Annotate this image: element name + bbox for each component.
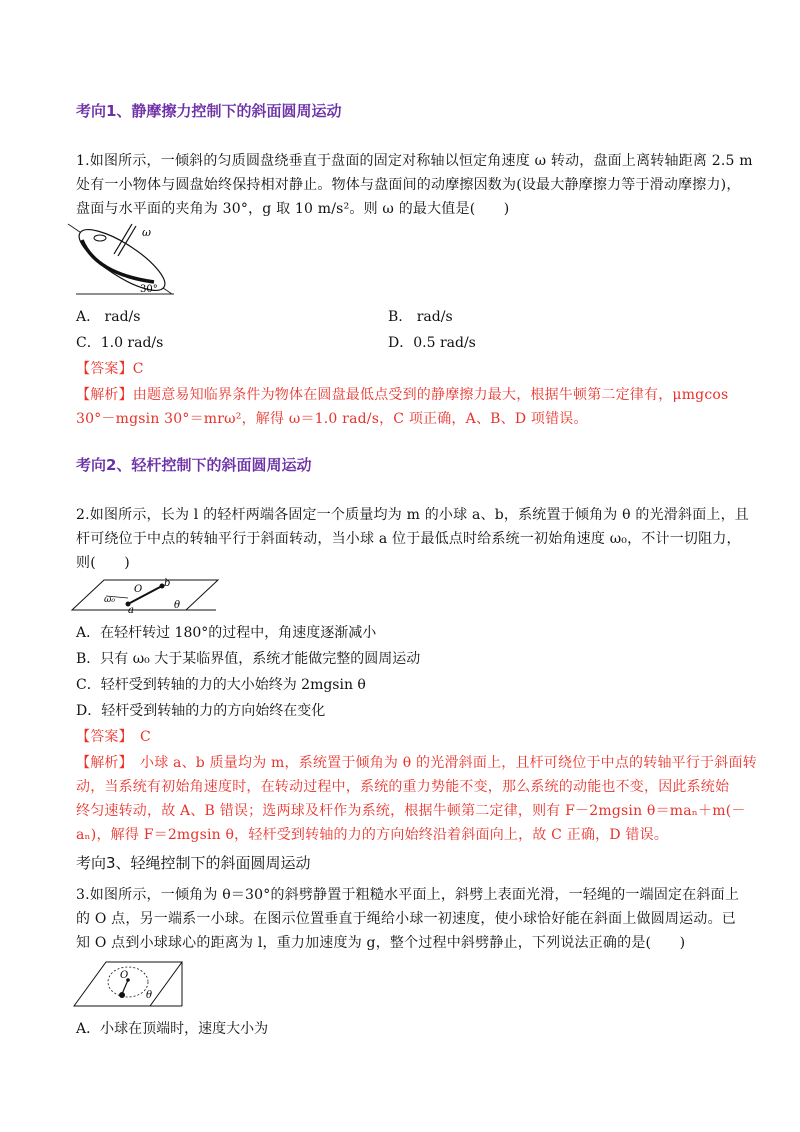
question-3-line-1: 3.如图所示，一倾角为 θ＝30°的斜劈静置于粗糙水平面上，斜劈上表面光滑，一轻绳的一端固定在斜面上 — [76, 887, 740, 903]
wedge-angle-label: θ — [146, 990, 153, 1001]
question-1-line-1: 1.如图所示，一倾斜的匀质圆盘绕垂直于盘面的固定对称轴以恒定角速度 ω 转动，盘面上离转轴距离 2.5 m — [76, 153, 753, 169]
analysis-2-line-3: 终匀速转动，故 A、B 错误；选两球及杆作为系统，根据牛顿第二定律，则有 F－2mgsin θ＝maₙ＋m(－ — [76, 803, 746, 819]
omega0-label: ω₀ — [104, 595, 115, 605]
question-3-line-3: 知 O 点到小球球心的距离为 l，重力加速度为 g，整个过程中斜劈静止，下列说法正确的是( ) — [76, 935, 686, 951]
analysis-2-line-1: 【解析】 小球 a、b 质量均为 m，系统置于倾角为 θ 的光滑斜面上，且杆可绕位于中点的转轴平行于斜面转 — [76, 755, 757, 771]
rod-center-label: O — [134, 584, 143, 595]
section-2-heading: 考向2、轻杆控制下的斜面圆周运动 — [76, 456, 312, 474]
option-1a: A. rad/s — [76, 309, 141, 325]
ball-b-label: b — [164, 578, 171, 589]
analysis-1-line-2: 30°－mgsin 30°＝mrω²，解得 ω＝1.0 rad/s，C 项正确，A、B、D 项错误。 — [76, 411, 588, 427]
answer-1: 【答案】C — [76, 361, 144, 377]
ball-a-label: a — [128, 605, 134, 616]
analysis-2-line-4: aₙ)，解得 F＝2mgsin θ，轻杆受到转轴的力的方向始终沿着斜面向上，故 C 正确，D 错误。 — [76, 827, 669, 843]
option-2a: A．在轻杆转过 180°的过程中，角速度逐渐减小 — [76, 625, 377, 641]
question-2-line-3: 则( ) — [76, 555, 130, 571]
option-2d: D．轻杆受到转轴的力的方向始终在变化 — [76, 703, 326, 719]
answer-2: 【答案】 C — [76, 729, 151, 745]
option-1b: B. rad/s — [388, 309, 453, 325]
question-1-line-2: 处有一小物体与圆盘始终保持相对静止。物体与盘面间的动摩擦因数为(设最大静摩擦力等于滑动摩擦力)， — [76, 177, 741, 193]
incline-angle-label: θ — [174, 600, 181, 611]
omega-label: ω — [142, 226, 151, 239]
option-3a: A．小球在顶端时，速度大小为 — [76, 1021, 269, 1037]
pivot-o-label: O — [120, 970, 129, 981]
angle-label: 30° — [140, 284, 158, 295]
analysis-1-line-1: 【解析】由题意易知临界条件为物体在圆盘最低点受到的静摩擦力最大，根据牛顿第二定律有，μmgcos — [76, 387, 729, 403]
analysis-2-line-2: 动，当系统有初始角速度时，在转动过程中，系统的重力势能不变，那么系统的动能也不变，因此系统始 — [76, 779, 730, 795]
rope-incline-figure — [72, 958, 184, 1010]
option-2c: C．轻杆受到转轴的力的大小始终为 2mgsin θ — [76, 677, 366, 693]
section-3-heading: 考向3、轻绳控制下的斜面圆周运动 — [76, 854, 311, 872]
option-1c: C．1.0 rad/s — [76, 335, 164, 351]
question-2-line-2: 杆可绕位于中点的转轴平行于斜面转动，当小球 a 位于最低点时给系统一初始角速度 ω₀，不计一切阻力， — [76, 531, 741, 547]
rod-incline-figure — [70, 576, 220, 616]
question-2-line-1: 2.如图所示，长为 l 的轻杆两端各固定一个质量均为 m 的小球 a、b，系统置于倾角为 θ 的光滑斜面上，且 — [76, 507, 749, 523]
tilted-disk-figure — [66, 222, 186, 300]
option-2b: B．只有 ω₀ 大于某临界值，系统才能做完整的圆周运动 — [76, 651, 421, 667]
section-1-heading: 考向1、静摩擦力控制下的斜面圆周运动 — [76, 102, 342, 120]
question-3-line-2: 的 O 点，另一端系一小球。在图示位置垂直于绳给小球一初速度，使小球恰好能在斜面上做圆周运动。已 — [76, 911, 736, 927]
option-1d: D．0.5 rad/s — [388, 335, 476, 351]
question-1-line-3: 盘面与水平面的夹角为 30°，g 取 10 m/s²。则 ω 的最大值是( ) — [76, 201, 510, 217]
